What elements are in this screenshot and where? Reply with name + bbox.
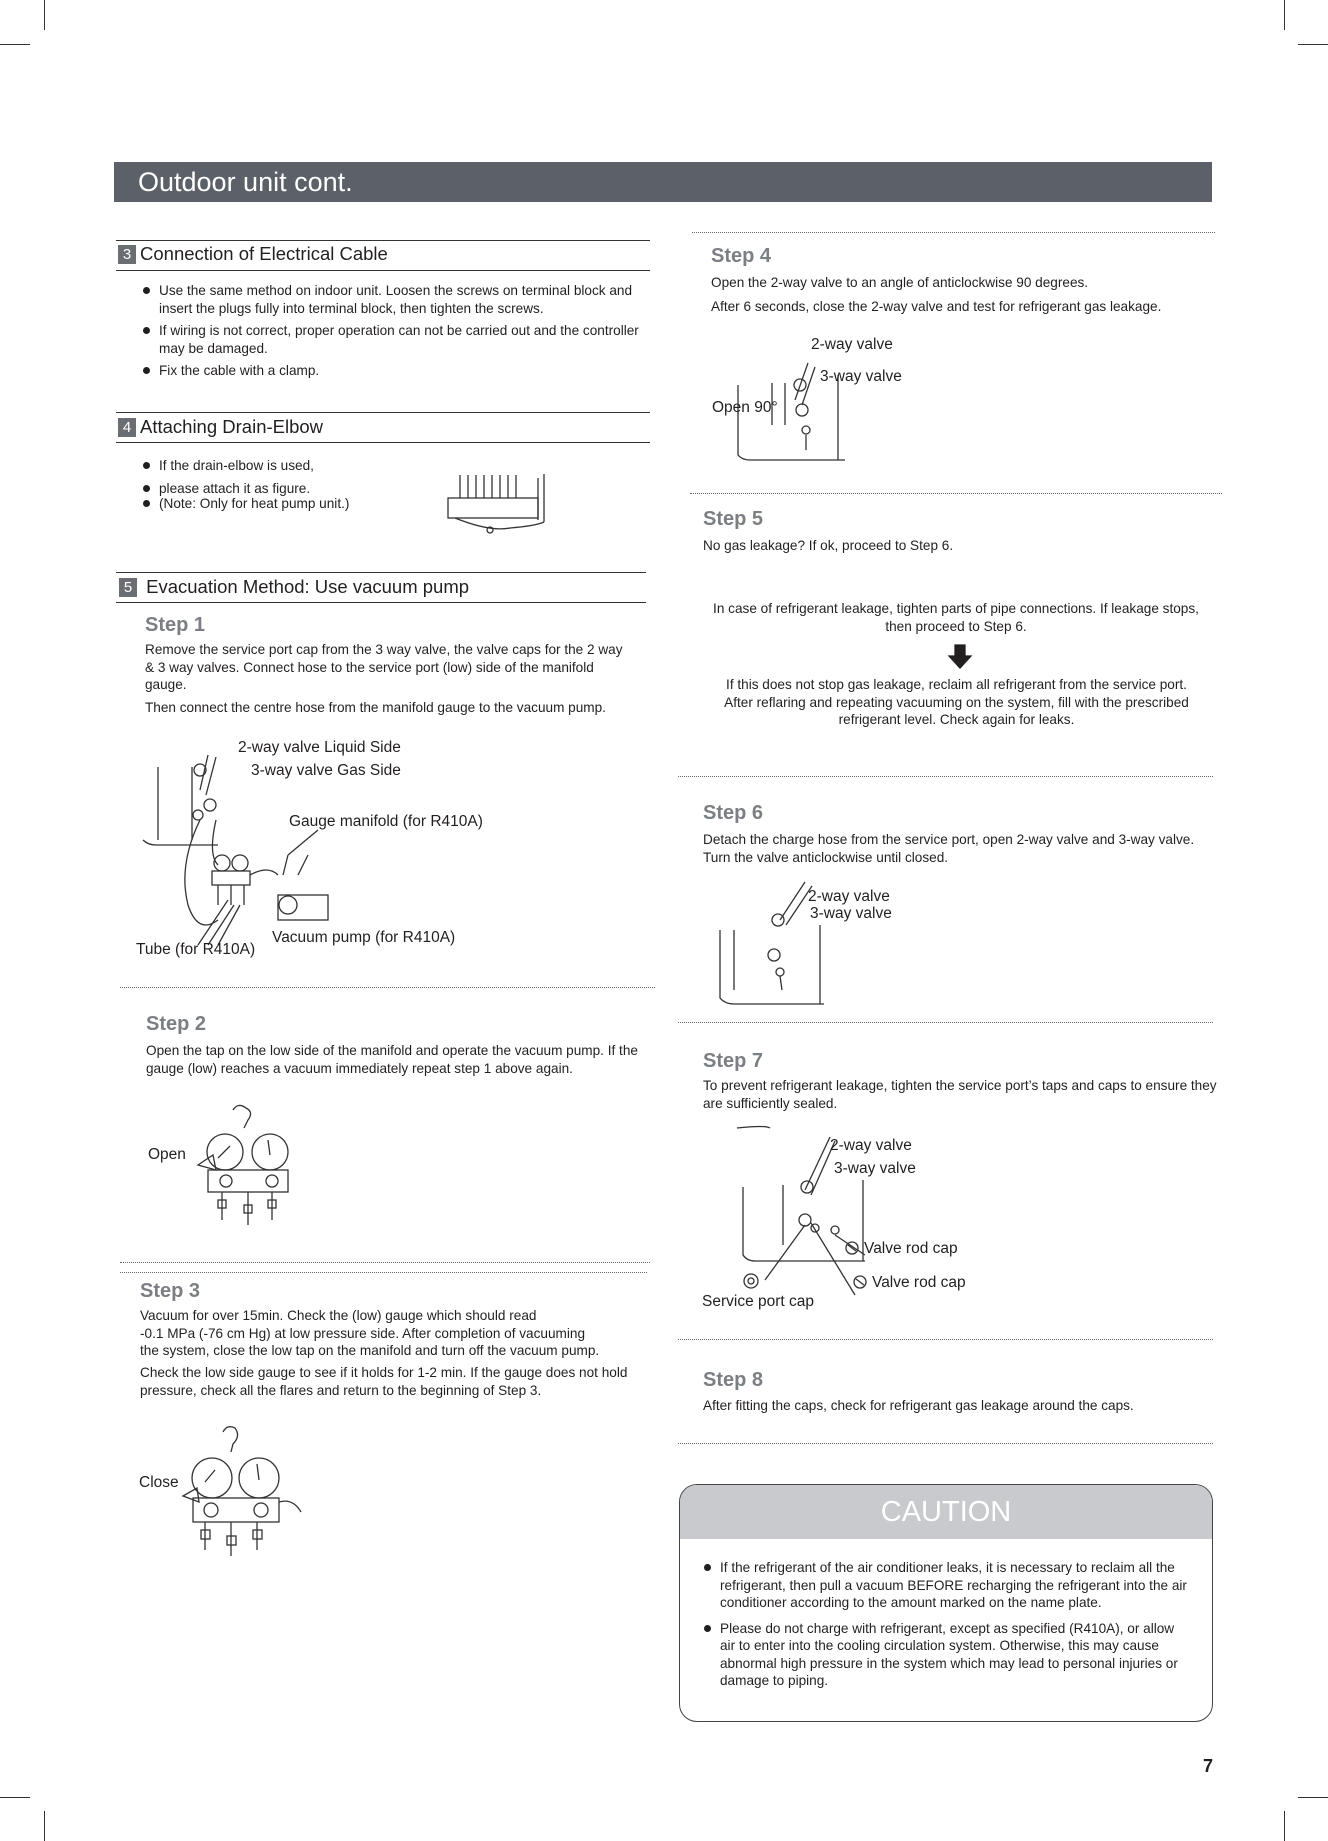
- label-valve-rod-cap: Valve rod cap: [864, 1240, 958, 1257]
- label-service-port-cap: Service port cap: [702, 1293, 814, 1310]
- section-number: 3: [118, 245, 136, 264]
- section-5-heading: [119, 576, 469, 598]
- dotted-divider: [678, 776, 1213, 777]
- divider: [116, 572, 646, 573]
- label-close: Close: [139, 1474, 179, 1491]
- divider: [116, 270, 650, 271]
- step-5-title: Step 5: [703, 508, 764, 530]
- list-item: please attach it as figure.: [141, 480, 441, 498]
- label-vacuum-pump: Vacuum pump (for R410A): [272, 929, 456, 946]
- divider: [116, 240, 650, 241]
- crop-mark: [44, 0, 45, 30]
- label-3-way-valve-gas-side: 3-way valve Gas Side: [251, 762, 401, 779]
- label-2-way-valve: 2-way valve: [808, 888, 890, 905]
- section-4-list: [141, 457, 441, 518]
- valve-rod-cap-icon: [844, 1240, 860, 1256]
- manifold-close-figure: [175, 1422, 315, 1562]
- page-title: Outdoor unit cont.: [138, 167, 353, 197]
- section-number: 5: [119, 578, 137, 597]
- dotted-divider: [690, 493, 1222, 494]
- section-title: Attaching Drain-Elbow: [140, 416, 324, 437]
- dotted-divider: [120, 987, 655, 988]
- step-5-reclaim-text: If this does not stop gas leakage, reclaim all refrigerant from the service port. After reflaring and repeating vacuuming on the system, fill with the prescribed refrigerant level. Check again for leaks.: [724, 677, 1189, 727]
- section-4-heading: [118, 416, 323, 438]
- page-number: 7: [1203, 1756, 1214, 1776]
- step-4-text: Open the 2-way valve to an angle of anticlockwise 90 degrees.: [711, 275, 1089, 290]
- caution-box: [679, 1484, 1213, 1722]
- dotted-divider: [692, 232, 1215, 233]
- label-open: Open: [148, 1146, 186, 1163]
- list-item: Use the same method on indoor unit. Loosen the screws on terminal block and insert the plugs fully into terminal block, then tighten the screws.: [141, 282, 646, 317]
- crop-mark: [1284, 1811, 1285, 1841]
- step-3-text-2: Check the low side gauge to see if it holds for 1-2 min. If the gauge does not hold pressure, check all the flares and return to the beginning of Step 3.: [140, 1365, 628, 1398]
- label-3-way-valve: 3-way valve: [820, 368, 902, 385]
- label-tube: Tube (for R410A): [136, 941, 256, 958]
- label-open-90: Open 90°: [712, 399, 778, 416]
- step-8-text: After fitting the caps, check for refrigerant gas leakage around the caps.: [703, 1398, 1134, 1413]
- label-2-way-valve: 2-way valve: [811, 336, 893, 353]
- section-3-list: [141, 282, 646, 385]
- valve-rod-cap-icon: [852, 1274, 868, 1290]
- step-7-title: Step 7: [703, 1050, 764, 1072]
- step-5-leak-text: In case of refrigerant leakage, tighten parts of pipe connections. If leakage stops, then proceed to Step 6.: [713, 601, 1199, 634]
- drain-elbow-figure: [440, 470, 550, 542]
- label-2-way-valve-liquid-side: 2-way valve Liquid Side: [238, 739, 401, 756]
- step-4-text-2: After 6 seconds, close the 2-way valve and test for refrigerant gas leakage.: [711, 299, 1162, 314]
- dotted-divider: [120, 1272, 647, 1273]
- label-2-way-valve: 2-way valve: [830, 1137, 912, 1154]
- label-valve-rod-cap: Valve rod cap: [872, 1274, 966, 1291]
- label-3-way-valve: 3-way valve: [810, 905, 892, 922]
- step-3-text: Vacuum for over 15min. Check the (low) gauge which should read -0.1 MPa (-76 cm Hg) at low pressure side. After completion of vacuuming the system, close the low tap on the manifold and turn off the vacuum pump.: [140, 1308, 600, 1358]
- step-7-text: To prevent refrigerant leakage, tighten the service port’s taps and caps to ensure they are sufficiently sealed.: [703, 1078, 1217, 1111]
- crop-mark: [0, 1797, 30, 1798]
- step-4-title: Step 4: [711, 245, 772, 267]
- step-2-text: Open the tap on the low side of the manifold and operate the vacuum pump. If the gauge (low) reaches a vacuum immediately repeat step 1 above again.: [146, 1043, 638, 1076]
- step-1-text-2: Then connect the centre hose from the manifold gauge to the vacuum pump.: [145, 700, 606, 715]
- divider: [116, 412, 650, 413]
- dotted-divider: [678, 1339, 1213, 1340]
- dotted-divider: [678, 1022, 1213, 1023]
- section-number: 4: [118, 418, 136, 437]
- step-8-title: Step 8: [703, 1369, 764, 1391]
- section-title: Connection of Electrical Cable: [140, 243, 388, 264]
- caution-list: [702, 1559, 1190, 1690]
- list-item: If the drain-elbow is used,: [141, 457, 441, 475]
- crop-mark: [0, 44, 30, 45]
- list-item-note: (Note: Only for heat pump unit.): [141, 495, 441, 513]
- caution-title: CAUTION: [680, 1485, 1212, 1539]
- crop-mark: [1298, 44, 1328, 45]
- arrow-down-icon: [948, 645, 972, 669]
- section-title: Evacuation Method: Use vacuum pump: [146, 576, 470, 597]
- step-3-title: Step 3: [140, 1280, 201, 1302]
- divider: [116, 442, 650, 443]
- crop-mark: [44, 1811, 45, 1841]
- step-5-text: No gas leakage? If ok, proceed to Step 6.: [703, 538, 954, 553]
- list-item: Please do not charge with refrigerant, except as specified (R410A), or allow air to enter into the cooling circulation system. Otherwise, this may cause abnormal high pressure in the system which may lead to personal injuries or damage to piping.: [702, 1620, 1190, 1690]
- label-gauge-manifold: Gauge manifold (for R410A): [289, 813, 483, 830]
- step-1-title: Step 1: [145, 614, 206, 636]
- step-6-text: Detach the charge hose from the service port, open 2-way valve and 3-way valve. Turn the valve anticlockwise until closed.: [703, 832, 1195, 865]
- crop-mark: [1284, 0, 1285, 30]
- step-1-text: Remove the service port cap from the 3 way valve, the valve caps for the 2 way & 3 way valves. Connect hose to the service port (low) side of the manifold gauge.: [145, 642, 623, 692]
- manifold-open-figure: [188, 1100, 318, 1235]
- step-2-title: Step 2: [146, 1013, 207, 1035]
- service-port-cap-icon: [742, 1272, 760, 1290]
- list-item: If the refrigerant of the air conditioner leaks, it is necessary to reclaim all the refrigerant, then pull a vacuum BEFORE recharging the refrigerant into the air conditioner according to the amount marked on the name plate.: [702, 1559, 1190, 1612]
- section-3-heading: [118, 243, 388, 265]
- list-item: Fix the cable with a clamp.: [141, 362, 646, 380]
- list-item: If wiring is not correct, proper operation can not be carried out and the controller may be damaged.: [141, 322, 646, 357]
- divider: [116, 602, 646, 603]
- crop-mark: [1298, 1797, 1328, 1798]
- page-banner: [114, 162, 1212, 202]
- label-3-way-valve: 3-way valve: [834, 1160, 916, 1177]
- dotted-divider: [120, 1262, 650, 1263]
- dotted-divider: [678, 1443, 1213, 1444]
- step-6-title: Step 6: [703, 802, 764, 824]
